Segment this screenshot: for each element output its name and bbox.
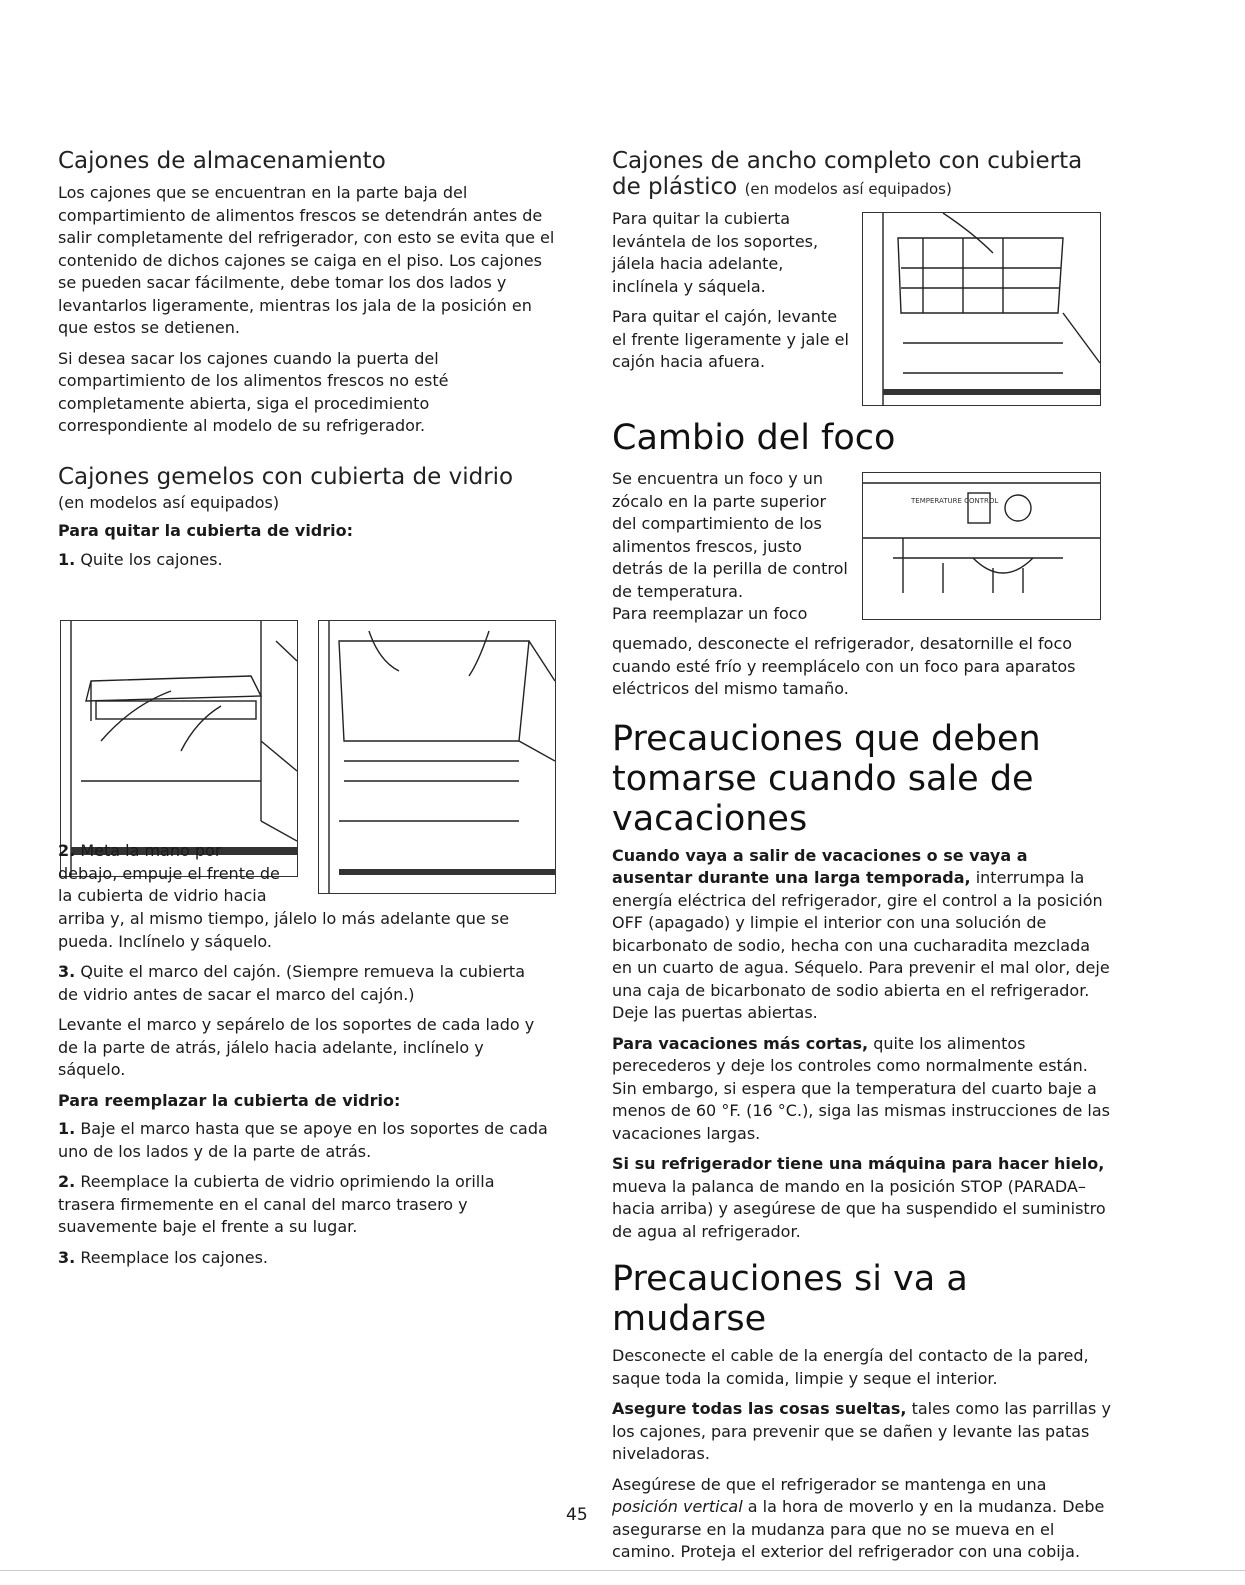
twin-drawers-subtitle: (en modelos así equipados) [58, 492, 280, 512]
fullwidth-paragraph-1: Para quitar la cubierta levántela de los soportes, jálela hacia adelante, inclínela y sáquela. [612, 209, 819, 296]
storage-drawers-heading: Cajones de almacenamiento [58, 148, 386, 174]
vacation-paragraph-1 [612, 845, 1112, 1025]
bottom-rule [0, 1570, 1245, 1571]
paragraph-text: quite los alimentos perecederos y deje los controles como normalmente están. Sin embargo, si espera que la temperatura del cuarto baje a menos de 60 °F. (16 °C.), siga las mismas instrucciones de las vacaciones largas. [612, 1033, 1110, 1143]
light-bulb-illustration [862, 472, 1101, 620]
italic-text: posición vertical [612, 1497, 743, 1516]
frame-illustration-svg [319, 621, 555, 893]
moving-paragraph-3 [612, 1474, 1112, 1564]
step-number: 1. [58, 1119, 76, 1138]
fullwidth-drawers-heading: Cajones de ancho completo con cubierta [612, 148, 1083, 174]
drawer-illustration-svg [61, 621, 297, 876]
bulb-section [612, 418, 1112, 462]
replace-glass-heading: Para reemplazar la cubierta de vidrio: [58, 1090, 401, 1110]
paragraph-text: a la hora de moverlo y en la mudanza. Debe asegurarse en la mudanza para que no se mueva en el camino. Proteja el exterior del refrigerador con una cobija. [612, 1497, 1105, 1561]
bold-lead: Para vacaciones más cortas, [612, 1033, 869, 1053]
bold-lead: Si su refrigerador tiene una máquina para hacer hielo, [612, 1154, 1105, 1173]
step-2-wrapped [58, 840, 308, 908]
step-number: 1. [58, 549, 76, 569]
left-column-lower [58, 908, 548, 1277]
fullwidth-drawers-heading-2 [612, 174, 1112, 202]
bold-lead: Asegure todas las cosas sueltas, [612, 1399, 907, 1418]
left-column [58, 148, 558, 579]
paragraph-text: Asegúrese de que el refrigerador se mantenga en una [612, 1474, 1047, 1494]
bulb-paragraph-2a: Para reemplazar un foco [612, 604, 808, 623]
bulb-paragraph-1: Se encuentra un foco y un zócalo en la parte superior del compartimiento de los alimentos frescos, justo detrás de la perilla de control de temperatura. [612, 469, 848, 601]
replace-step-2 [58, 1171, 548, 1239]
moving-paragraph-1: Desconecte el cable de la energía del contacto de la pared, saque toda la comida, limpie y seque el interior. [612, 1346, 1089, 1388]
step-number: 2. [58, 841, 76, 860]
fullwidth-text [612, 208, 852, 382]
step-text: Reemplace la cubierta de vidrio oprimiendo la orilla trasera firmemente en el canal del marco trasero y suavemente baje el frente a su lugar. [58, 1172, 495, 1236]
step-text: Quite los cajones. [80, 549, 223, 569]
drawer-frame-removal-illustration [318, 620, 556, 894]
remove-step-1 [58, 549, 558, 572]
bulb-heading: Cambio del foco [612, 418, 896, 458]
replace-step-3 [58, 1247, 548, 1270]
page-number: 45 [566, 1505, 588, 1525]
moving-paragraph-2 [612, 1398, 1112, 1466]
step-2-line-b: debajo, empuje el frente de [58, 863, 280, 883]
step-number: 3. [58, 1247, 76, 1267]
storage-paragraph-1: Los cajones que se encuentran en la parte baja del compartimiento de alimentos frescos se detendrán antes de salir completamente del refrigerador, con esto se evita que el contenido de dichos cajones se caiga en el piso. Los cajones se pueden sacar fácilmente, debe tomar los dos lados y levantarlos ligeramente, mientras los jala de la posición en que estos se detienen. [58, 183, 555, 337]
bulb-illustration-svg [863, 473, 1100, 619]
storage-paragraph-2: Si desea sacar los cajones cuando la puerta del compartimiento de los alimentos frescos no esté completamente abierta, siga el procedimiento correspondiente al modelo de su refrigerador. [58, 348, 449, 435]
step-text: Quite el marco del cajón. (Siempre remueva la cubierta de vidrio antes de sacar el marco del cajón.) [58, 962, 525, 1004]
heading-note: (en modelos así equipados) [744, 180, 952, 198]
remove-glass-heading: Para quitar la cubierta de vidrio: [58, 521, 354, 540]
heading-text: de plástico [612, 174, 738, 200]
paragraph-text: mueva la palanca de mando en la posición STOP (PARADA–hacia arriba) y asegúrese de que ha suspendido el suministro de agua al refrigerador. [612, 1176, 1106, 1241]
twin-drawers-heading: Cajones gemelos con cubierta de vidrio [58, 463, 514, 490]
moving-heading: Precauciones si va a mudarse [612, 1259, 968, 1339]
step-text: Baje el marco hasta que se apoye en los soportes de cada uno de los lados y de la parte de atrás. [58, 1119, 548, 1161]
frame-instructions: Levante el marco y sepárelo de los soportes de cada lado y de la parte de atrás, jálelo hacia adelante, inclínelo y sáquelo. [58, 1015, 535, 1079]
step-2-line-c: la cubierta de vidrio hacia [58, 886, 267, 905]
vacation-heading: Precauciones que deben tomarse cuando sale de vacaciones [612, 718, 1041, 839]
control-label: TEMPERATURE CONTROL [911, 497, 999, 505]
drawer-glass-lift-illustration [60, 620, 298, 877]
paragraph-text: interrumpa la energía eléctrica del refrigerador, gire el control a la posición OFF (apagado) y limpie el interior con una solución de bicarbonato de sodio, hecha con una cucharadita mezclada en un cuarto de agua. Séquelo. Para prevenir el mal olor, deje una caja de bicarbonato de sodio abierta en el refrigerador. Deje las puertas abiertas. [612, 868, 1110, 1022]
right-column-lower [612, 633, 1112, 1572]
step-number: 3. [58, 962, 76, 981]
step-number: 2. [58, 1172, 76, 1191]
vacation-paragraph-3 [612, 1153, 1112, 1243]
bulb-paragraph-2b: quemado, desconecte el refrigerador, desatornille el foco cuando esté frío y reemplácelo con un foco para aparatos eléctricos del mismo tamaño. [612, 634, 1076, 698]
step-2-line-a [58, 840, 308, 863]
fullwidth-drawer-illustration [862, 212, 1101, 406]
bold-lead: Cuando vaya a salir de vacaciones o se vaya a ausentar durante una larga temporada, [612, 845, 1028, 887]
step-2-continued: arriba y, al mismo tiempo, jálelo lo más adelante que se pueda. Inclínelo y sáquelo. [58, 909, 510, 951]
fullwidth-paragraph-2: Para quitar el cajón, levante el frente ligeramente y jale el cajón hacia afuera. [612, 307, 849, 371]
bulb-text-wrapped [612, 468, 852, 626]
fullwidth-illustration-svg [863, 213, 1100, 405]
remove-step-3 [58, 961, 548, 1006]
step-text: Meta la mano por [80, 841, 222, 860]
step-text: Reemplace los cajones. [80, 1247, 269, 1267]
paragraph-text: tales como las parrillas y los cajones, para prevenir que se dañen y levante las patas niveladoras. [612, 1399, 1111, 1463]
replace-step-1 [58, 1118, 548, 1163]
vacation-paragraph-2 [612, 1033, 1112, 1146]
right-column [612, 148, 1112, 208]
